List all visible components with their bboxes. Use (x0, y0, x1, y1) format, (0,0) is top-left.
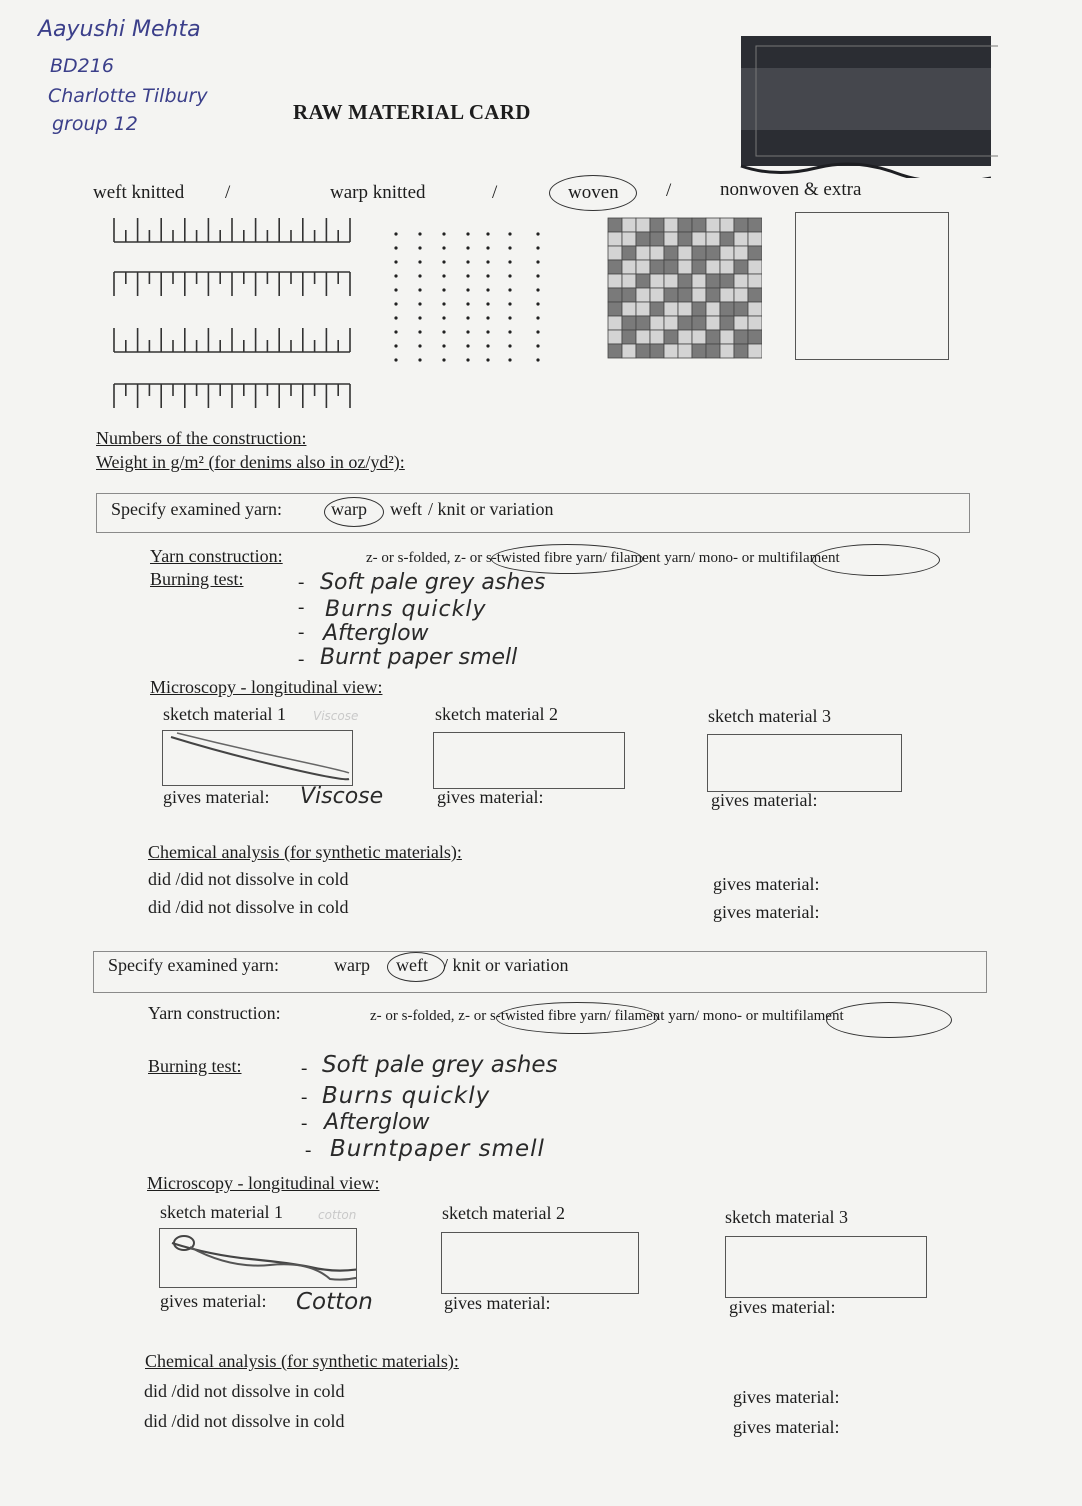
knit-dot (394, 288, 397, 291)
burning-result: Afterglow (324, 1110, 430, 1135)
weave-cell (636, 288, 650, 302)
knit-dot (418, 302, 421, 305)
knit-dot (466, 358, 469, 361)
weave-cell (734, 246, 748, 260)
knit-dot (394, 316, 397, 319)
weave-cell (608, 316, 622, 330)
sketch-label: sketch material 3 (725, 1207, 848, 1227)
weave-cell (650, 218, 664, 232)
warp-knit-diagram (390, 228, 550, 368)
weave-cell (720, 316, 734, 330)
knit-row (114, 272, 350, 296)
burning-result: Afterglow (323, 621, 429, 646)
knit-dot (442, 358, 445, 361)
weave-cell (608, 246, 622, 260)
weave-cell (720, 302, 734, 316)
weave-cell (720, 344, 734, 358)
weave-cell (622, 288, 636, 302)
bullet-dash: - (298, 622, 305, 643)
burning-result: Burnt paper smell (320, 645, 518, 670)
knit-dot (486, 344, 489, 347)
knit-dot (508, 274, 511, 277)
burning-test-label: Burning test: (150, 569, 244, 589)
burning-result: Soft pale grey ashes (322, 1052, 558, 1078)
knit-dot (536, 232, 539, 235)
warp-option[interactable]: warp (334, 955, 370, 975)
bullet-dash: - (301, 1113, 308, 1134)
knit-dot (466, 232, 469, 235)
weave-cell (706, 232, 720, 246)
gives-material-value: Cotton (296, 1289, 373, 1315)
weave-cell (720, 246, 734, 260)
weave-cell (734, 288, 748, 302)
sketch-label: sketch material 2 (442, 1203, 565, 1223)
page-title: RAW MATERIAL CARD (293, 100, 531, 124)
knit-dot (508, 358, 511, 361)
sketch-box (441, 1232, 639, 1294)
weave-cell (692, 260, 706, 274)
weave-cell (678, 260, 692, 274)
gives-material-label: gives material: (711, 790, 818, 810)
weave-cell (720, 288, 734, 302)
weave-cell (734, 260, 748, 274)
weight-label: Weight in g/m² (for denims also in oz/yd²): (96, 452, 405, 472)
weave-cell (748, 330, 762, 344)
brand-name: Charlotte Tilbury (48, 85, 208, 107)
weave-cell (748, 260, 762, 274)
weave-cell (678, 274, 692, 288)
yarn-construction-options: z- or s-folded, z- or s-twisted fibre yarn/ filament yarn/ mono- or multifilament (366, 550, 840, 566)
weave-cell (706, 288, 720, 302)
weave-cell (678, 246, 692, 260)
warp-knitted-label: warp knitted (330, 182, 426, 203)
weave-cell (664, 344, 678, 358)
knit-row (114, 328, 350, 352)
bullet-dash: - (301, 1058, 308, 1079)
gives-material-label: gives material: (163, 787, 270, 807)
weave-cell (636, 232, 650, 246)
knit-dot (418, 232, 421, 235)
student-name: Aayushi Mehta (38, 17, 201, 42)
weave-cell (664, 218, 678, 232)
weave-cell (664, 232, 678, 246)
weave-cell (664, 302, 678, 316)
knit-dot (418, 288, 421, 291)
weave-cell (636, 274, 650, 288)
weave-cell (608, 274, 622, 288)
weave-cell (650, 330, 664, 344)
knit-dot (442, 316, 445, 319)
weave-cell (622, 232, 636, 246)
gives-material-label: gives material: (733, 1387, 840, 1407)
weave-cell (734, 316, 748, 330)
weft-option[interactable]: weft (390, 499, 422, 519)
knit-dot (508, 330, 511, 333)
warp-option[interactable]: warp (331, 499, 367, 519)
weave-cell (734, 274, 748, 288)
weave-cell (664, 288, 678, 302)
chemical-line: did /did not dissolve in cold (148, 869, 349, 889)
chemical-analysis-label: Chemical analysis (for synthetic materials): (145, 1351, 459, 1371)
weave-cell (720, 330, 734, 344)
weft-selection-circle (387, 952, 445, 982)
weave-cell (692, 232, 706, 246)
weave-cell (608, 218, 622, 232)
chemical-line: did /did not dissolve in cold (144, 1381, 345, 1401)
knit-dot (442, 274, 445, 277)
weave-cell (748, 344, 762, 358)
knit-dot (442, 302, 445, 305)
weave-cell (748, 288, 762, 302)
weave-cell (692, 330, 706, 344)
weave-cell (734, 330, 748, 344)
weave-cell (608, 330, 622, 344)
weave-cell (692, 246, 706, 260)
knit-dot (418, 246, 421, 249)
weave-cell (692, 316, 706, 330)
weave-cell (650, 302, 664, 316)
weave-cell (706, 274, 720, 288)
weave-cell (636, 246, 650, 260)
knit-dot (508, 232, 511, 235)
knit-dot (536, 274, 539, 277)
knit-dot (442, 260, 445, 263)
bullet-dash: - (305, 1140, 312, 1161)
knit-dot (536, 260, 539, 263)
specify-yarn-label: Specify examined yarn: (111, 499, 282, 519)
knit-dot (442, 232, 445, 235)
weave-cell (636, 260, 650, 274)
sketch-box (159, 1228, 357, 1288)
weft-option[interactable]: weft (396, 955, 428, 975)
gives-material-value: Viscose (300, 784, 384, 809)
knit-dot (418, 260, 421, 263)
sketch-note: Viscose (313, 709, 359, 723)
fibre-sketch (160, 1229, 356, 1287)
separator: / (492, 182, 498, 203)
weave-cell (748, 316, 762, 330)
knit-dot (466, 344, 469, 347)
gives-material-label: gives material: (729, 1297, 836, 1317)
weave-cell (650, 274, 664, 288)
weave-cell (748, 302, 762, 316)
weave-cell (734, 232, 748, 246)
knit-dot (508, 344, 511, 347)
woven-selection-circle (549, 175, 637, 211)
knit-dot (442, 246, 445, 249)
weave-cell (608, 260, 622, 274)
weave-cell (720, 232, 734, 246)
weave-cell (622, 344, 636, 358)
knit-dot (486, 302, 489, 305)
gives-material-label: gives material: (733, 1417, 840, 1437)
weave-cell (650, 316, 664, 330)
sketch-box (707, 734, 902, 792)
knit-dot (466, 302, 469, 305)
weave-cell (692, 218, 706, 232)
knit-dot (394, 302, 397, 305)
sketch-box (162, 730, 353, 786)
sketch-box (725, 1236, 927, 1298)
warp-selection-circle (324, 497, 384, 527)
burning-result: Burns quickly (325, 597, 487, 622)
weave-cell (636, 218, 650, 232)
knit-dot (536, 246, 539, 249)
weave-cell (720, 260, 734, 274)
weave-cell (664, 330, 678, 344)
bullet-dash: - (298, 649, 305, 670)
weave-cell (650, 232, 664, 246)
bullet-dash: - (298, 597, 305, 618)
weave-cell (692, 274, 706, 288)
weave-cell (706, 330, 720, 344)
fibre-sketch (163, 731, 352, 785)
twisted-yarn-circle (496, 1002, 658, 1034)
weave-cell (622, 316, 636, 330)
knit-dot (486, 330, 489, 333)
knit-variation-option: / knit or variation (428, 499, 554, 519)
sketch-note: cotton (318, 1208, 357, 1222)
weave-cell (622, 260, 636, 274)
knit-row (114, 384, 350, 408)
burning-result: Burns quickly (322, 1083, 491, 1109)
gives-material-label: gives material: (713, 874, 820, 894)
weave-cell (706, 218, 720, 232)
woven-label[interactable]: woven (568, 182, 619, 203)
specify-yarn-label: Specify examined yarn: (108, 955, 279, 975)
weave-cell (636, 302, 650, 316)
weave-cell (678, 344, 692, 358)
knit-row (114, 218, 350, 242)
weave-cell (622, 218, 636, 232)
weave-cell (678, 288, 692, 302)
knit-dot (466, 288, 469, 291)
weave-cell (692, 344, 706, 358)
chemical-line: did /did not dissolve in cold (148, 897, 349, 917)
knit-dot (394, 344, 397, 347)
weave-cell (706, 302, 720, 316)
knit-dot (418, 330, 421, 333)
knit-dot (486, 260, 489, 263)
burning-result: Burntpaper smell (330, 1136, 545, 1162)
weave-cell (608, 288, 622, 302)
weave-cell (664, 316, 678, 330)
weave-cell (664, 260, 678, 274)
burning-result: Soft pale grey ashes (320, 570, 546, 595)
sketch-label: sketch material 3 (708, 706, 831, 726)
knit-dot (536, 316, 539, 319)
knit-dot (442, 288, 445, 291)
weave-cell (650, 246, 664, 260)
weft-knit-diagram (110, 214, 360, 419)
weave-cell (664, 246, 678, 260)
weave-cell (636, 330, 650, 344)
knit-dot (508, 302, 511, 305)
woven-diagram (606, 216, 762, 364)
weave-cell (608, 344, 622, 358)
knit-dot (508, 288, 511, 291)
knit-dot (466, 246, 469, 249)
knit-dot (466, 260, 469, 263)
numbers-construction-label: Numbers of the construction: (96, 428, 307, 448)
knit-dot (486, 246, 489, 249)
knit-dot (418, 316, 421, 319)
weave-cell (678, 316, 692, 330)
bullet-dash: - (298, 572, 305, 593)
knit-dot (394, 274, 397, 277)
weave-cell (692, 302, 706, 316)
weave-cell (622, 246, 636, 260)
knit-dot (486, 232, 489, 235)
weave-cell (636, 316, 650, 330)
burning-test-label: Burning test: (148, 1056, 242, 1076)
weave-cell (650, 288, 664, 302)
knit-dot (394, 246, 397, 249)
knit-dot (486, 316, 489, 319)
multifilament-circle (826, 1002, 952, 1038)
weave-cell (748, 274, 762, 288)
weave-cell (650, 344, 664, 358)
chemical-analysis-label: Chemical analysis (for synthetic materials): (148, 842, 462, 862)
knit-dot (442, 344, 445, 347)
chemical-line: did /did not dissolve in cold (144, 1411, 345, 1431)
weave-cell (678, 218, 692, 232)
knit-dot (508, 260, 511, 263)
nonwoven-box (795, 212, 949, 360)
weave-cell (734, 218, 748, 232)
knit-dot (418, 274, 421, 277)
gives-material-label: gives material: (444, 1293, 551, 1313)
knit-dot (536, 358, 539, 361)
knit-dot (394, 260, 397, 263)
weave-cell (720, 218, 734, 232)
weave-cell (720, 274, 734, 288)
weave-cell (664, 274, 678, 288)
separator: / (225, 182, 231, 203)
gives-material-label: gives material: (160, 1291, 267, 1311)
knit-dot (418, 358, 421, 361)
knit-dot (466, 274, 469, 277)
knit-variation-option: / knit or variation (443, 955, 569, 975)
fabric-swatch (736, 28, 998, 178)
knit-dot (466, 330, 469, 333)
separator: / (666, 180, 672, 201)
yarn-construction-label: Yarn construction: (148, 1003, 281, 1023)
knit-dot (418, 344, 421, 347)
weave-cell (678, 330, 692, 344)
sketch-label: sketch material 2 (435, 704, 558, 724)
weave-cell (706, 344, 720, 358)
yarn-construction-label: Yarn construction: (150, 546, 283, 566)
sketch-label: sketch material 1 (163, 704, 286, 724)
knit-dot (486, 288, 489, 291)
knit-dot (536, 302, 539, 305)
weave-cell (706, 316, 720, 330)
weave-cell (748, 232, 762, 246)
weave-cell (608, 232, 622, 246)
knit-dot (394, 232, 397, 235)
gives-material-label: gives material: (437, 787, 544, 807)
knit-dot (536, 344, 539, 347)
knit-dot (508, 316, 511, 319)
student-id: BD216 (50, 55, 114, 77)
weave-cell (678, 302, 692, 316)
weave-cell (706, 246, 720, 260)
weave-cell (748, 246, 762, 260)
weave-cell (692, 288, 706, 302)
multifilament-circle (812, 544, 940, 576)
group-number: group 12 (52, 113, 138, 135)
weft-knitted-label: weft knitted (93, 182, 185, 203)
sketch-label: sketch material 1 (160, 1202, 283, 1222)
weave-cell (608, 302, 622, 316)
knit-dot (486, 274, 489, 277)
weave-cell (622, 302, 636, 316)
weave-cell (734, 344, 748, 358)
weave-cell (622, 274, 636, 288)
weave-cell (650, 260, 664, 274)
knit-dot (442, 330, 445, 333)
weave-cell (706, 260, 720, 274)
knit-dot (394, 330, 397, 333)
knit-dot (536, 288, 539, 291)
nonwoven-label: nonwoven & extra (720, 179, 862, 200)
weave-cell (622, 330, 636, 344)
microscopy-label: Microscopy - longitudinal view: (150, 677, 383, 697)
microscopy-label: Microscopy - longitudinal view: (147, 1173, 380, 1193)
knit-dot (394, 358, 397, 361)
weave-cell (678, 232, 692, 246)
yarn-construction-options: z- or s-folded, z- or s-twisted fibre yarn/ filament yarn/ mono- or multifilament (370, 1008, 844, 1024)
gives-material-label: gives material: (713, 902, 820, 922)
knit-dot (508, 246, 511, 249)
weave-cell (748, 218, 762, 232)
knit-dot (486, 358, 489, 361)
knit-dot (466, 316, 469, 319)
sketch-box (433, 732, 625, 789)
knit-dot (536, 330, 539, 333)
bullet-dash: - (301, 1087, 308, 1108)
weave-cell (734, 302, 748, 316)
weave-cell (636, 344, 650, 358)
